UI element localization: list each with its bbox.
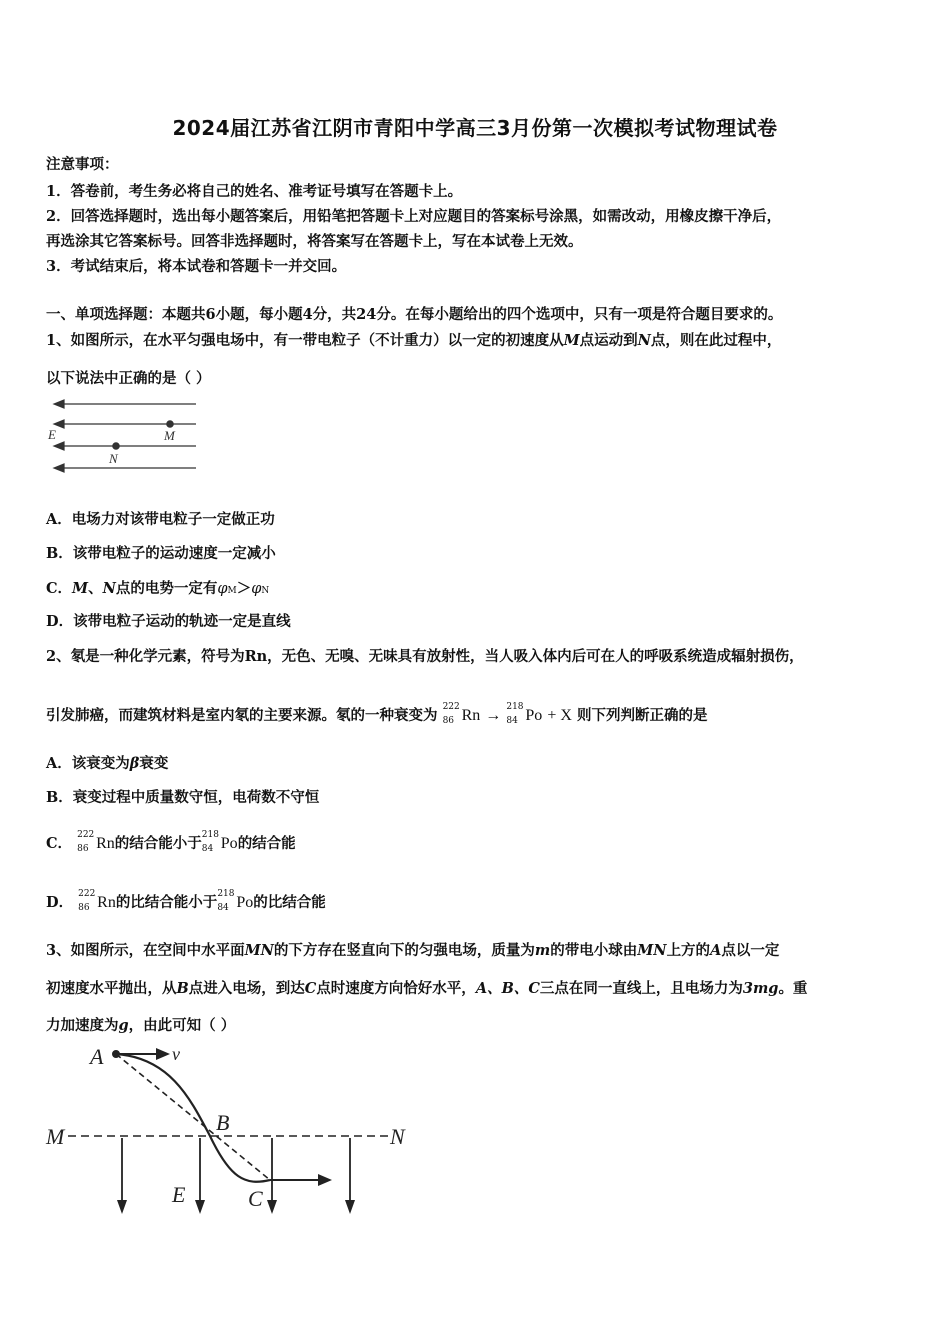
question-2-text: 2、氡是一种化学元素，符号为Rn，无色、无嗅、无味具有放射性，当人吸入体内后可在人的呼吸系统造成辐射损伤， bbox=[46, 648, 804, 665]
radon-nuclide bbox=[442, 702, 481, 726]
q3-text: 点进入电场，到达 bbox=[188, 980, 305, 997]
radon-nuclide bbox=[78, 889, 116, 913]
question-1-text-line2: 以下说法中正确的是（ ） bbox=[46, 370, 211, 387]
q2-c-text: 的结合能 bbox=[237, 835, 296, 852]
q3-mn: MN bbox=[244, 942, 274, 959]
velocity-arrowhead bbox=[156, 1048, 170, 1060]
q3-text: 初速度水平抛出，从 bbox=[46, 980, 177, 997]
plus-x: + X bbox=[547, 707, 572, 724]
q1-option-a: A．电场力对该带电粒子一定做正功 bbox=[46, 511, 275, 528]
q2-d-text: 的比结合能 bbox=[253, 894, 326, 911]
notice-heading: 注意事项： bbox=[46, 156, 119, 173]
c-velocity-arrowhead bbox=[318, 1174, 332, 1186]
label-e: E bbox=[172, 1182, 186, 1207]
label-m: M bbox=[164, 428, 175, 443]
field-arrowhead bbox=[195, 1200, 205, 1214]
label-b: B bbox=[216, 1110, 230, 1135]
field-arrowhead bbox=[117, 1200, 127, 1214]
polonium-nuclide bbox=[217, 889, 254, 913]
q2-option-b: B．衰变过程中质量数守恒，电荷数不守恒 bbox=[46, 789, 320, 806]
q1-option-d: D．该带电粒子运动的轨迹一定是直线 bbox=[46, 613, 291, 630]
q3-mn: MN bbox=[637, 942, 667, 959]
q1-field-diagram bbox=[40, 392, 210, 482]
radon-nuclide bbox=[77, 830, 115, 854]
mass-number: 222 bbox=[77, 830, 95, 840]
q1-point-n: N bbox=[637, 332, 651, 349]
q1-c-text: 、 bbox=[88, 580, 103, 597]
section-heading: 一、单项选择题：本题共6小题，每小题4分，共24分。在每小题给出的四个选项中，只有一项是符合题目要求的。 bbox=[46, 306, 783, 323]
mass-number: 222 bbox=[442, 702, 460, 712]
label-e: E bbox=[48, 427, 56, 442]
label-m: M bbox=[46, 1124, 65, 1149]
q2-option-a bbox=[46, 752, 168, 773]
q1-c-sub: M bbox=[227, 586, 237, 596]
element-symbol: Po bbox=[220, 835, 238, 852]
mass-number: 218 bbox=[506, 702, 524, 712]
q1-c-gt: ＞ bbox=[236, 580, 252, 597]
atomic-number: 86 bbox=[77, 844, 89, 854]
label-a: A bbox=[90, 1044, 104, 1069]
q3-c: C bbox=[304, 980, 317, 997]
q3-mass: m bbox=[534, 942, 551, 959]
q2-a-beta: β bbox=[129, 755, 140, 772]
q2-text-part: 引发肺癌，而建筑材料是室内氡的主要来源。氡的一种衰变为 bbox=[46, 707, 438, 724]
label-v: v bbox=[172, 1044, 180, 1064]
q1-option-b: B．该带电粒子的运动速度一定减小 bbox=[46, 545, 276, 562]
element-symbol: Rn bbox=[97, 894, 116, 911]
q2-a-text: A．该衰变为 bbox=[46, 755, 130, 772]
field-arrowhead bbox=[267, 1200, 277, 1214]
label-n: N bbox=[390, 1124, 405, 1149]
page-title: 2024届江苏省江阴市青阳中学高三3月份第一次模拟考试物理试卷 bbox=[172, 116, 778, 140]
q3-text: 的带电小球由 bbox=[550, 942, 638, 959]
q2-a-text: 衰变 bbox=[139, 755, 169, 772]
field-arrow bbox=[54, 442, 64, 450]
notice-item: 再选涂其它答案标号。回答非选择题时，将答案写在答题卡上，写在本试卷上无效。 bbox=[46, 233, 583, 250]
q1-text-part: 1、如图所示，在水平匀强电场中，有一带电粒子（不计重力）以一定的初速度从 bbox=[46, 332, 564, 349]
atomic-number: 84 bbox=[506, 716, 518, 726]
q2-d-text: D． bbox=[46, 894, 74, 911]
atomic-number: 84 bbox=[217, 903, 229, 913]
q1-text-part: 点，则在此过程中， bbox=[650, 332, 782, 349]
q1-text-part: 点运动到 bbox=[579, 332, 638, 349]
element-symbol: Po bbox=[236, 894, 254, 911]
q3-text: ，由此可知（ ） bbox=[128, 1017, 236, 1034]
q3-text: 。重 bbox=[778, 980, 808, 997]
element-symbol: Po bbox=[525, 707, 543, 724]
question-2-text-line2 bbox=[46, 704, 707, 725]
q1-c-phi: φ bbox=[217, 581, 228, 597]
q1-c-n: N bbox=[102, 580, 116, 597]
q3-3mg: 3mg bbox=[742, 980, 779, 997]
mass-number: 222 bbox=[78, 889, 96, 899]
q1-option-c bbox=[46, 577, 269, 598]
notice-item: 2．回答选择题时，选出每小题答案后，用铅笔把答题卡上对应题目的答案标号涂黑，如需改动，用橡皮擦干净后， bbox=[46, 208, 782, 225]
atomic-number: 86 bbox=[78, 903, 90, 913]
q3-a: A bbox=[710, 942, 722, 959]
q3-text: 三点在同一直线上，且电场力为 bbox=[539, 980, 743, 997]
notice-item: 3．考试结束后，将本试卷和答题卡一并交回。 bbox=[46, 258, 347, 275]
q2-text-part: 则下列判断正确的是 bbox=[576, 707, 708, 724]
arrow-symbol: → bbox=[485, 707, 502, 724]
polonium-nuclide bbox=[506, 702, 543, 726]
atomic-number: 84 bbox=[201, 844, 214, 854]
polonium-nuclide bbox=[201, 830, 238, 854]
q3-text: 点时速度方向恰好水平， bbox=[316, 980, 476, 997]
q3-text: 3、如图所示，在空间中水平面 bbox=[46, 942, 245, 959]
q2-c-text: C． bbox=[46, 835, 73, 852]
field-arrowhead bbox=[345, 1200, 355, 1214]
point-m-dot bbox=[167, 421, 173, 427]
question-3-text bbox=[46, 939, 779, 960]
point-n-dot bbox=[113, 443, 119, 449]
question-1-text bbox=[46, 329, 781, 350]
element-symbol: Rn bbox=[96, 835, 115, 852]
q1-point-m: M bbox=[563, 332, 580, 349]
label-n: N bbox=[109, 451, 118, 466]
q1-c-text: C． bbox=[46, 580, 73, 597]
abc-dashed-line bbox=[116, 1054, 270, 1180]
q3-b: B bbox=[176, 980, 189, 997]
q3-text: 力加速度为 bbox=[46, 1017, 119, 1034]
q1-c-text: 点的电势一定有 bbox=[115, 580, 218, 597]
field-arrow bbox=[54, 464, 64, 472]
q1-c-sub: N bbox=[261, 586, 270, 596]
notice-item: 1．答卷前，考生务必将自己的姓名、准考证号填写在答题卡上。 bbox=[46, 183, 463, 200]
element-symbol: Rn bbox=[461, 707, 481, 724]
mass-number: 218 bbox=[201, 830, 219, 840]
q3-projectile-diagram bbox=[40, 1038, 420, 1218]
q1-c-phi: φ bbox=[251, 581, 262, 597]
field-arrow bbox=[54, 400, 64, 408]
atomic-number: 86 bbox=[442, 716, 455, 726]
mass-number: 218 bbox=[217, 889, 235, 899]
q3-text: 的下方存在竖直向下的匀强电场，质量为 bbox=[273, 942, 535, 959]
question-3-text-line2 bbox=[46, 977, 807, 998]
q2-d-text: 的比结合能小于 bbox=[115, 894, 218, 911]
q3-g: g bbox=[118, 1017, 129, 1034]
q3-abc: A、B、C bbox=[475, 980, 540, 997]
question-3-text-line3 bbox=[46, 1014, 235, 1035]
q2-option-d bbox=[46, 891, 326, 912]
q2-c-text: 的结合能小于 bbox=[114, 835, 202, 852]
q2-option-c bbox=[46, 832, 296, 853]
label-c: C bbox=[248, 1186, 263, 1211]
q1-c-m: M bbox=[72, 580, 89, 597]
q3-text: 点以一定 bbox=[721, 942, 780, 959]
q3-text: 上方的 bbox=[666, 942, 711, 959]
